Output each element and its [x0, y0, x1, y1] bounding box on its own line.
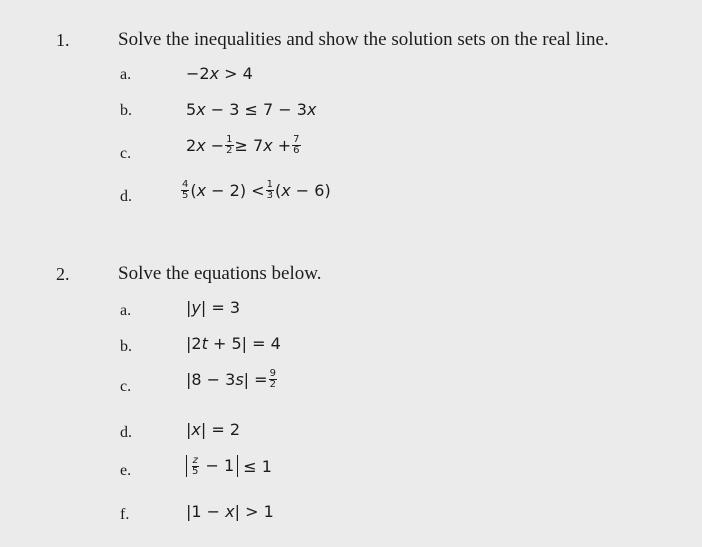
q1-part-b-expression: 5 x − 3 ≤ 7 − 3 x — [186, 100, 317, 119]
q2-part-b-label: b. — [120, 338, 132, 355]
q2-part-d-expression: | x | = 2 — [186, 420, 241, 439]
q2-part-a-expression: | y | = 3 — [186, 298, 241, 317]
q1-part-a-label: a. — [120, 66, 132, 83]
q2-part-f-label: f. — [120, 506, 130, 523]
q1-part-c-expression: 2 x − $\frac{1}{2}$ ≥ 7 x + $\frac{7}{6}$ — [186, 134, 300, 156]
question-1-number: 1. — [56, 30, 70, 50]
q1-part-d-expression: $\frac{4}{5}$ ( x − 2) < $\frac{1}{3}$ ( x − 6) — [182, 179, 331, 201]
q2-part-c-expression: |8 − 3 s | = $\frac{9}{2}$ — [186, 368, 276, 390]
q2-part-d-label: d. — [120, 424, 132, 441]
q2-part-e-expression: $\frac{z}{5}$ − 1 ≤ 1 — [186, 455, 272, 477]
q1-part-d-label: d. — [120, 188, 132, 205]
q2-part-c-label: c. — [120, 378, 132, 395]
q1-part-a-expression: −2 x > 4 — [186, 64, 253, 83]
question-2-number: 2. — [56, 264, 70, 284]
q1-part-c-label: c. — [120, 145, 132, 162]
q2-part-b-expression: |2 t + 5| = 4 — [186, 334, 281, 353]
question-1-prompt: Solve the inequalities and show the solution sets on the real line. — [118, 29, 609, 50]
q2-part-e-label: e. — [120, 462, 132, 479]
q1-part-b-label: b. — [120, 102, 132, 119]
q2-part-f-expression: |1 − x | > 1 — [186, 502, 274, 521]
question-2-prompt: Solve the equations below. — [118, 263, 322, 284]
q2-part-a-label: a. — [120, 302, 132, 319]
